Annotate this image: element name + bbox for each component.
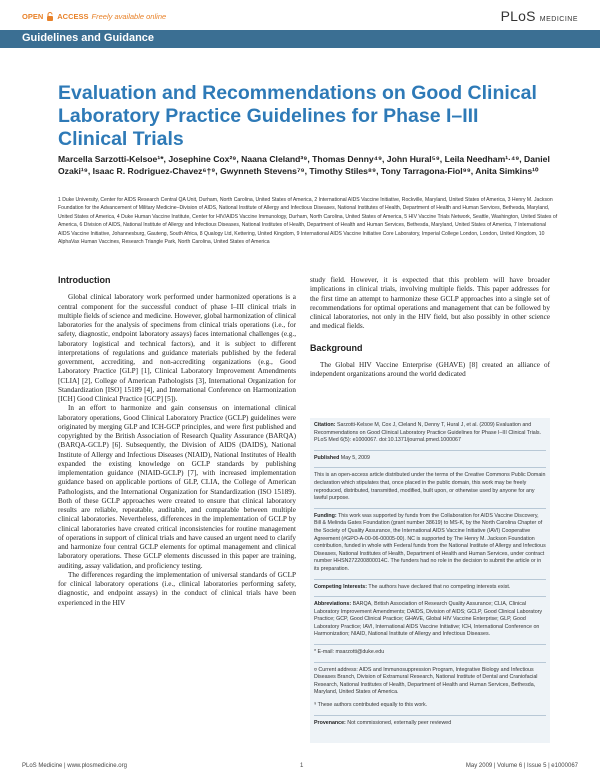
- intro-paragraph-4: study field. However, it is expected that this problem will have broader implications in clinical trials, involving multiple fields. This paper addresses for the first time an attempt to harmonize these GCLP approaches into a single set of recommendations for optimal operations and management that can be followed by clinical laboratories, not only in the HIV field, but also possibly in other science and medical fields.: [310, 276, 550, 331]
- divider: [314, 662, 546, 663]
- open-access-badge: [22, 12, 166, 21]
- competing-label: Competing Interests:: [314, 583, 367, 590]
- competing-text: The authors have declared that no competing interests exist.: [368, 583, 511, 590]
- freely-available-label: Freely available online: [91, 12, 167, 21]
- provenance: [314, 720, 546, 728]
- background-paragraph-1: The Global HIV Vaccine Enterprise (GHAVE) [8] created an alliance of independent organizations around the world dedicated: [310, 360, 550, 378]
- equal-contribution: ⁹ These authors contributed equally to this work.: [314, 702, 428, 709]
- email: * E-mail: msarzotti@duke.edu: [314, 649, 385, 656]
- funding: [314, 513, 546, 574]
- abbreviations-label: Abbreviations:: [314, 601, 352, 608]
- divider: [314, 508, 546, 509]
- footer-issue: May 2009 | Volume 6 | Issue 5 | e1000067: [465, 763, 578, 769]
- introduction-heading: Introduction: [58, 275, 111, 285]
- divider: [314, 450, 546, 451]
- access-label: ACCESS: [57, 12, 89, 21]
- divider: [314, 596, 546, 597]
- right-column: [310, 276, 550, 379]
- open-label: OPEN: [22, 12, 44, 21]
- page-number: 1: [300, 763, 304, 769]
- funding-label: Funding:: [314, 512, 337, 519]
- citation-label: Citation:: [314, 422, 336, 428]
- divider: [314, 467, 546, 468]
- current-address: ¤ Current address: AIDS and Immunosuppression Program, Integrative Biology and Infectious Diseases Branch, Division of Extramural Research, National Institute of Dental and Craniofacial Research, National Institutes of Health, Department of Health and Human Services, Bethesda, Maryland, United States of America.: [314, 666, 538, 696]
- journal-header: [0, 0, 600, 34]
- author-list: Marcella Sarzotti-Kelsoe¹*, Josephine Cox²⁹, Naana Cleland³⁹, Thomas Denny⁴⁹, John Hural⁵⁹, Leila Needham¹·⁴⁹, Daniel Ozaki¹⁹, Isaac R. Rodriguez-Chavez⁶†⁹, Gwynneth Stevens⁷⁹, Timothy Stiles⁸⁹, Tony Tarragona-Fiol⁹⁹, Anita Simkins¹⁰: [58, 154, 550, 176]
- funding-text: This work was supported by funds from the Collaboration for AIDS Vaccine Discovery, Bill & Melinda Gates Foundation (grant number 38619) to MS-K, by the North Carolina Chapter of the Society of Quality Assurance, the International AIDS Vaccine Initiative (IAVI) Cooperative Agreement (#GPO-A-00-06-00005-00). NC is supported by The Henry M. Jackson Foundation contribution, funded in whole with Federal funds from the National Institute of Allergy and Infectious Diseases, National Institutes of Health, Department of Health and Human Services, under contract number HHSN272200800014C. The funders had no role in the decision to submit the article or in its preparation.: [314, 512, 546, 572]
- journal-logo-medicine: MEDICINE: [539, 16, 578, 23]
- published: [314, 455, 546, 463]
- provenance-text: Not commissioned, externally peer reviewed: [347, 719, 452, 726]
- copyright: This is an open-access article distributed under the terms of the Creative Commons Public Domain declaration which stipulates that, once placed in the public domain, this work may be freely reproduced, distributed, transmitted, modified, built upon, or otherwise used by anyone for any lawful purpose.: [314, 472, 546, 502]
- left-column: [58, 276, 296, 608]
- journal-logo-plos: PLoS: [500, 8, 536, 24]
- divider: [314, 644, 546, 645]
- article-info-box: [310, 418, 550, 743]
- published-label: Published: [314, 454, 340, 461]
- citation-text: Sarzotti-Kelsoe M, Cox J, Cleland N, Denny T, Hural J, et al. (2009) Evaluation and Recommendations on Good Clinical Laboratory Practice Guidelines for Phase I–III Clinical Trials. PLoS Med 6(5): e1000067. doi:10.1371/journal.pmed.1000067: [314, 422, 541, 444]
- footer-journal: PLoS Medicine | www.plosmedicine.org: [22, 763, 127, 769]
- journal-logo: [501, 8, 578, 24]
- affiliations: 1 Duke University, Center for AIDS Research Central QA Unit, Durham, North Carolina, United States of America, 2 International AIDS Vaccine Initiative, Rockville, Maryland, United States of America, 3 Henry M. Jackson Foundation for the Advancement of Military Medicine–Division of AIDS, National Institute of Allergy and Infectious Diseases, National Institutes of Health, Department of Health and Human Services, Bethesda, Maryland, United States of America, 4 Duke Human Vaccine Institute, Center for HIV/AIDS Vaccine Immunology, Durham, North Carolina, United States of America, 5 HIV Vaccine Trials Network, Seattle, Washington, United States of America, 6 Division of AIDS, National Institute of Allergy and Infectious Diseases, National Institutes of Health, Department of Health and Human Services, Bethesda, Maryland, United States of America, 7 International AIDS Vaccine Initiative, Johannesburg, Gauteng, South Africa, 8 Qualogy Ltd, Kettering, United Kingdom, 9 International AIDS Vaccine Initiative Core Laboratory, Imperial College London, London, United Kingdom, 10 AlphaVax Human Vaccines, Research Triangle Park, North Carolina, United States of America: [58, 197, 558, 246]
- provenance-label: Provenance:: [314, 719, 346, 726]
- section-bar: [0, 30, 600, 48]
- abbreviations: [314, 601, 546, 639]
- citation: [314, 422, 546, 445]
- background-heading: Background: [310, 342, 363, 353]
- published-date: May 5, 2009: [340, 454, 370, 461]
- competing-interests: [314, 584, 546, 592]
- abbreviations-text: BARQA, British Association of Research Quality Assurance; CLIA, Clinical Laboratory Improvement Amendments; DAIDS, Division of AIDS; GCLP, Good Clinical Laboratory Practice; GCP, Good Clinical Practice; GHAVE, Global HIV Vaccine Enterprise; GLP, Good Laboratory Practice; IAVI, International AIDS Vaccine Initiative; ICH, International Conference on Harmonization; NIAID, National Institute of Allergy and Infectious Diseases.: [314, 601, 543, 638]
- divider: [314, 715, 546, 716]
- open-access-lock-icon: [46, 12, 54, 21]
- article-title: Evaluation and Recommendations on Good Clinical Laboratory Practice Guidelines for Phase I–III Clinical Trials: [58, 82, 537, 150]
- divider: [314, 579, 546, 580]
- intro-paragraph-2: In an effort to harmonize and gain consensus on international clinical laboratory operations, Good Clinical Laboratory Practice (GCLP) guidelines were originated by merging GLP and ICH-GCP principles, and were first published and copyrighted by the British Association of Research Quality Assurance (BARQA) (BARQA-GCLP) [6]. Subsequently, the Division of AIDS (DAIDS), National Institute of Allergy and Infectious Diseases (NIAID), National Institutes of Health expanded the existing knowledge on GCLP standards by publishing implementation guidance (NIAID-GCLP) [7], with increased implementation guidance based on applicable portions of GLP, CLIA, the College of American Pathologists, and the International Organization for Standardization (ISO 15189). Both of these GCLP approaches were created to ensure that clinical laboratory results are reliable, repeatable, auditable, and comparable between multiple clinical laboratories. Nevertheless, differences in the implementation of GCLP by clinical laboratories have created critical inconsistencies for routine management of operations in support of clinical trials and have caused an urgent need to clarify and harmonize four central GCLP elements for optimal management and clinical laboratory operations. These GCLP elements discussed in this paper are training, auditing, assay validation, and proficiency testing.: [58, 404, 296, 570]
- section-label: Guidelines and Guidance: [22, 32, 155, 44]
- intro-paragraph-1: Global clinical laboratory work performed under harmonized operations is a central component for the successful conduct of phase I–III clinical trials in multiple fields of science and medicine. However, global harmonization of clinical laboratories for the analysis of specimens from clinical trials operations (i.e., for safety, diagnostic, endpoint laboratory assays) faces international challenges (e.g., laboratory logistical and technical factors), and it is subject to different interpretations of regulations and guidance materials published by the federal government, accrediting, and non-accrediting organizations (e.g., Good Laboratory Practice [GLP] [1], Clinical Laboratory Improvement Amendments [CLIA] [2], College of American Pathologists [3], International Organization for Standardization [ISO] 15189 [4], and International Conference on Harmonization [ICH] Good Clinical Practice [GCP] [5]).: [58, 293, 297, 403]
- intro-paragraph-3: The differences regarding the implementation of universal standards of GCLP for clinical laboratory operations (i.e., clinical laboratories performing safety, diagnostic, and endpoint assays) in the conduct of clinical trials have been experienced in the HIV: [58, 570, 296, 607]
